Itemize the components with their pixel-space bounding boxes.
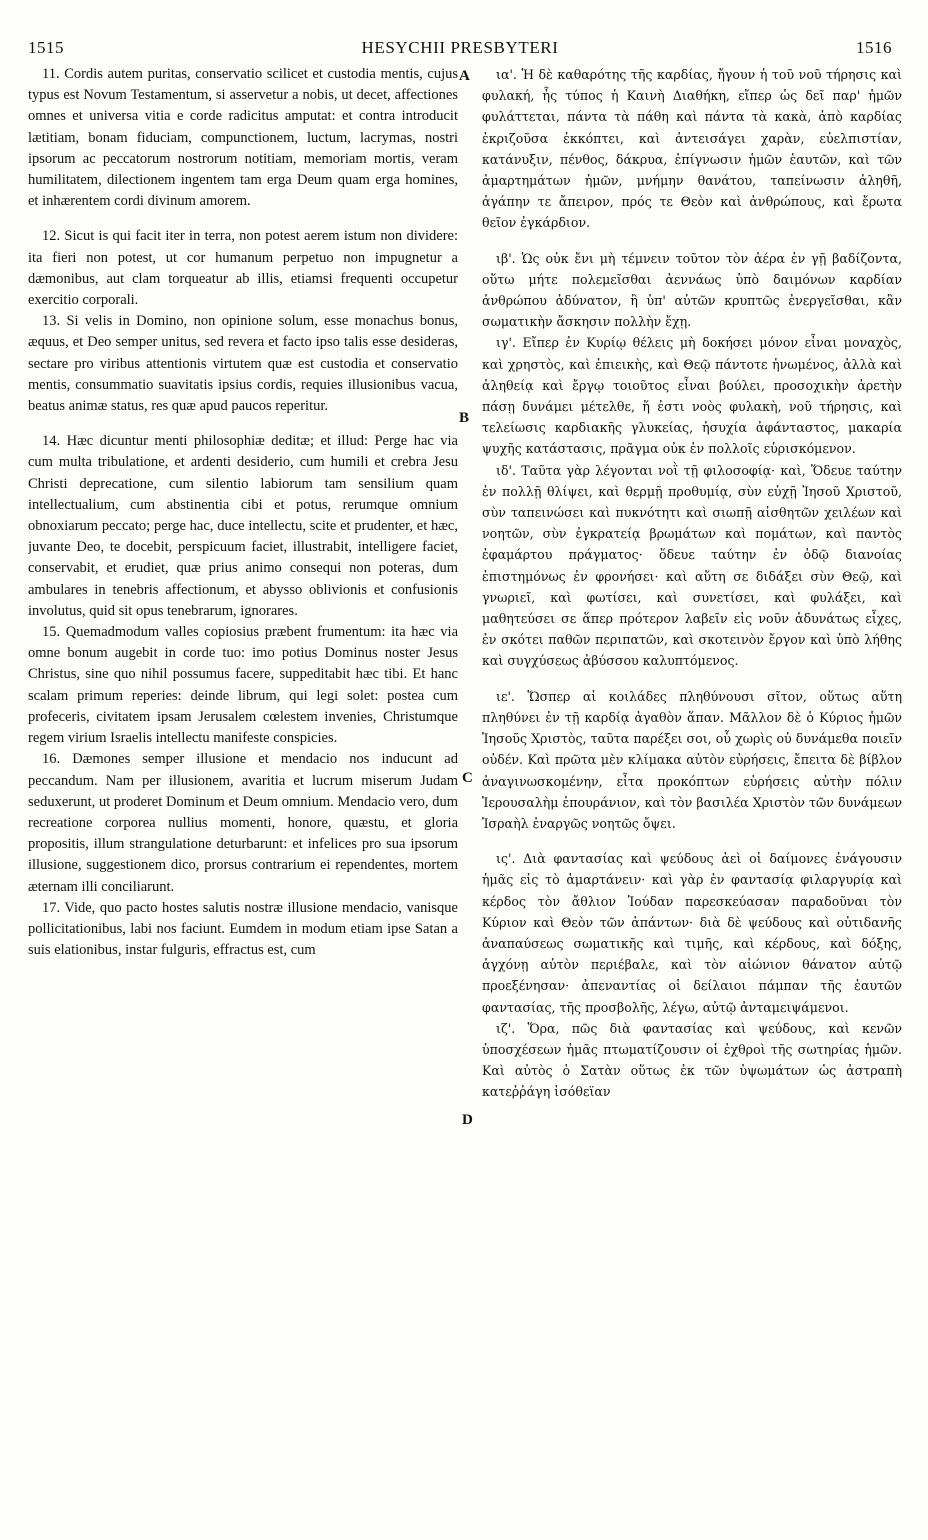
greek-column [482, 64, 902, 1516]
section-marker-d: D [462, 1112, 473, 1128]
greek-paragraph-12: ιβ'. Ὡς οὐκ ἔνι μὴ τέμνειν τοῦτον τὸν ἀέρα ἐν γῇ βαδίζοντα, οὕτω μήτε πολεμεῖσθαι ἀεννάως ὑπὸ δαιμόνων καρδίαν ἀνθρώπου ἀδύνατον, ἢ ὑπ' αὐτῶν κρυπτῶς ἐνεργεῖσθαι, κἂν σωματικὴν ἄσκησιν πολλὴν ἔχῃ. [482, 250, 902, 330]
greek-paragraph-13: ιγ'. Εἴπερ ἐν Κυρίῳ θέλεις μὴ δοκήσει μόνον εἶναι μοναχὸς, καὶ χρηστὸς, καὶ ἐπιεικὴς, καὶ Θεῷ πάντοτε ἡνωμένος, ἀλλὰ καὶ ἀληθείᾳ καὶ ἔργῳ τοιοῦτος εἶναι βούλει, προσοχικὴν ἀρετὴν πάσῃ δυνάμει μέτελθε, ἥ ἐστι νοὸς φυλακὴ, νοῦ τήρησις, καὶ τελείωσις καρδιακῆς γλυκείας, ἡσυχία ἀφάνταστος, μακαρία ψυχῆς κατάστασις, πρᾶγμα οὐκ ἐν πολλοῖς εὑρισκόμενον. [482, 335, 902, 457]
latin-paragraph-15: 15. Quemadmodum valles copiosius præbent frumentum: ita hæc via omne bonum augebit in corde tuo: imo potius Dominus noster Jesus Christus, sine quo nihil possumus facere, suppeditabit hæc tibi. Et hanc scalam primum reperies: deinde librum, qui legi solet: postea cum profeceris, civitatem ipsam Jerusalem cœlestem invenies, Christumque regem virium Israelis intellectu manifeste conspicies. [28, 624, 458, 747]
page-number-left: 1515 [28, 38, 64, 57]
running-title: HESYCHII PRESBYTERI [361, 38, 559, 57]
latin-paragraph-12: 12. Sicut is qui facit iter in terra, non potest aerem istum non dividere: ita fieri non potest, ut cor humanum perpetuo non impugnetur a dæmonibus, aut clam torqueatur ab illis, etiamsi frequenti occupetur exercitio corporali. [28, 228, 458, 309]
latin-paragraph-11: 11. Cordis autem puritas, conservatio scilicet et custodia mentis, cujus typus est Novum Testamentum, si asservetur a nobis, ut decet, affectiones omnes et universa vitia e corde radicitus amputat: et contra introducit lætitiam, bonam fiduciam, compunctionem, luctum, lacrymas, nostri ipsorum ac peccatorum nostrorum notitiam, memoriam mortis, veram humilitatem, dilectionem ingentem tam erga Deum quam erga homines, et inhærentem cordi divinum amorem. [28, 66, 458, 210]
latin-paragraph-16: 16. Dæmones semper illusione et mendacio nos inducunt ad peccandum. Nam per illusionem, avaritia et lucrum miserum Judam seduxerunt, ut proderet Dominum et Deum omnium. Mendacio vero, dum recreatione corporea nullius momenti, honore, quæstu, et gloria propositis, illum strangulatione deturbarunt: et infelices pro sua ipsorum illusione, suggestionem dico, prorsus contrarium ei rependentes, mortem æternam illi conciliarunt. [28, 751, 458, 895]
greek-paragraph-15: ιε'. Ὥσπερ αἱ κοιλάδες πληθύνουσι σῖτον, οὕτως αὕτη πληθύνει ἐν τῇ καρδίᾳ ἀγαθὸν ἅπαν. Μᾶλλον δὲ ὁ Κύριος ἡμῶν Ἰησοῦς Χριστὸς, ταῦτα παρέξει σοι, οὗ χωρὶς οὐ δυνάμεθα ποιεῖν οὐδέν. Καὶ πρῶτα μὲν κλίμακα αὐτὸν εὑρήσεις, ἔπειτα δὲ βίβλον ἀναγινωσκομένην, εἶτα προκόπτων εὑρήσεις αὐτὴν πόλιν Ἱερουσαλὴμ ἐπουράνιον, καὶ τὸν βασιλέα Χριστὸν τῶν δυνάμεων Ἰσραὴλ ἐναργῶς νοητῶς ὄψει. [482, 688, 902, 831]
greek-paragraph-11: ια'. Ἡ δὲ καθαρότης τῆς καρδίας, ἤγουν ἡ τοῦ νοῦ τήρησις καὶ φυλακή, ἧς τύπος ἡ Καινὴ Διαθήκη, εἴπερ ὡς δεῖ παρ' ἡμῶν φυλάττεται, πάντα τὰ πάθη καὶ πάντα τὰ κακὰ, ἀπὸ καρδίας ἐκριζοῦσα ἐκκόπτει, καὶ ἀντεισάγει χαρὰν, εὐελπιστίαν, κατάνυξιν, πένθος, δάκρυα, ἐπίγνωσιν ἡμῶν ἑαυτῶν, καὶ τῶν ἁμαρτημάτων ἡμῶν, μνήμην θανάτου, ταπείνωσιν ἀληθῆ, ἀγάπην τε ἄπειρον, πρός τε Θεὸν καὶ ἀνθρώπους, καὶ ἔρωτα θεῖον ἐγκάρδιον. [482, 67, 902, 231]
page-number-right: 1516 [856, 38, 892, 57]
latin-paragraph-17: 17. Vide, quo pacto hostes salutis nostræ illusione mendacio, vanisque pollicitationibus, labi nos faciunt. Eumdem in modum etiam ipse Satan a suis elationibus, instar fulguris, effractus est, cum [28, 899, 458, 959]
section-marker-c: C [462, 770, 473, 786]
section-marker-a: A [459, 68, 470, 84]
greek-paragraph-16: ις'. Διὰ φαντασίας καὶ ψεύδους ἀεὶ οἱ δαίμονες ἐνάγουσιν ἡμᾶς εἰς τὸ ἁμαρτάνειν· καὶ γὰρ ἐν φαντασίᾳ φιλαργυρίᾳ καὶ κέρδος τὸν ἄθλιον Ἰούδαν παρεσκεύασαν παραδοῦναι τὸν Κύριον καὶ Θεὸν τῶν ἁπάντων· διὰ δὲ ψεύδους καὶ οὐτιδανῆς ἀναπαύσεως σωματικῆς καὶ τιμῆς, καὶ κέρδους, καὶ δόξης, ἀγχόνῃ αὐτὸν περιέβαλε, καὶ τὸν αἰώνιον θάνατον αὐτῷ προεξένησαν· ἀπεναντίας οἱ δείλαιοι πάμπαν τῆς ἑαυτῶν φαντασίας, τῆς προσβολῆς, λέγω, αὐτῷ ἀνταμειψάμενοι. [482, 851, 902, 1015]
latin-paragraph-14: 14. Hæc dicuntur menti philosophiæ deditæ; et illud: Perge hac via cum multa tribulatione, et ardenti desiderio, cum humili et crebra Jesu Christi deprecatione, cum silentio labiorum tam sensilium quam intellectualium, cum abstinentia cibi et potus, rerumque omnium obnoxiarum peccato; perge hac, duce intellectu, scite et prudenter, et hæc, juvante Deo, te docebit, perspicuum faciet, illustrabit, intelligere faciet, conservabit, et erudiet, quæ prius animo consequi non poteras, dum ambulares in tenebris affectionum, et abysso oblivionis et confusionis involutus, quid sit opus tenebrarum, ignorares. [28, 433, 458, 619]
section-marker-b: B [459, 410, 470, 426]
page-header [28, 38, 892, 64]
latin-column [28, 64, 458, 1516]
latin-paragraph-13: 13. Si velis in Domino, non opinione solum, esse monachus bonus, æquus, et Deo semper unitus, sed revera et facto ipso talis esse desideras, sectare pro viribus attentionis virtutem quæ est custodia et conservatio mentis, consummatio suavitatis ipsius cordis, requies illusionibus vacua, beatus animæ status, res quæ apud paucos reperitur. [28, 313, 458, 415]
greek-paragraph-17: ιζ'. Ὅρα, πῶς διὰ φαντασίας καὶ ψεύδους, καὶ κενῶν ὑποσχέσεων ἡμᾶς πτωματίζουσιν οἱ ἐχθροὶ τῆς σωτηρίας ἡμῶν. Καὶ αὐτὸς ὁ Σατὰν οὕτως ἐκ τῶν ὑψωμάτων ὡς ἀστραπὴ κατεῤῥάγη ἰσόθεϊαν [482, 1020, 902, 1100]
greek-paragraph-14: ιδ'. Ταῦτα γὰρ λέγονται νοῒ τῇ φιλοσοφίᾳ· καὶ, Ὅδευε ταύτην ἐν πολλῇ θλίψει, καὶ θερμῇ προθυμίᾳ, σὺν εὐχῇ Ἰησοῦ Χριστοῦ, σὺν ταπεινώσει καὶ πυκνότητι καὶ σιωπῇ αἰσθητῶν χειλέων καὶ νοητῶν, σὺν ἐγκρατείᾳ βρωμάτων καὶ πομάτων, καὶ παντὸς ἐφαμάρτου πράγματος· ὅδευε ταύτην ἐν ὁδῷ διανοίας ἐπιστημόνως ἐν φρονήσει· καὶ αὕτη σε διδάξει σὺν Θεῷ, καὶ γνωριεῖ, καὶ φωτίσει, καὶ συνετίσει, καὶ φυλάξει, καὶ μαθητεύσει σε ἅπερ πρότερον λαβεῖν εἰς νοῦν ἀδυνάτως εἶχες, ἐν σκότει παθῶν περιπατῶν, καὶ σκοτεινὸν ἔργον καὶ ὑπὸ λήθης καὶ συγχύσεως ἀβύσσου καλυπτόμενος. [482, 462, 902, 669]
